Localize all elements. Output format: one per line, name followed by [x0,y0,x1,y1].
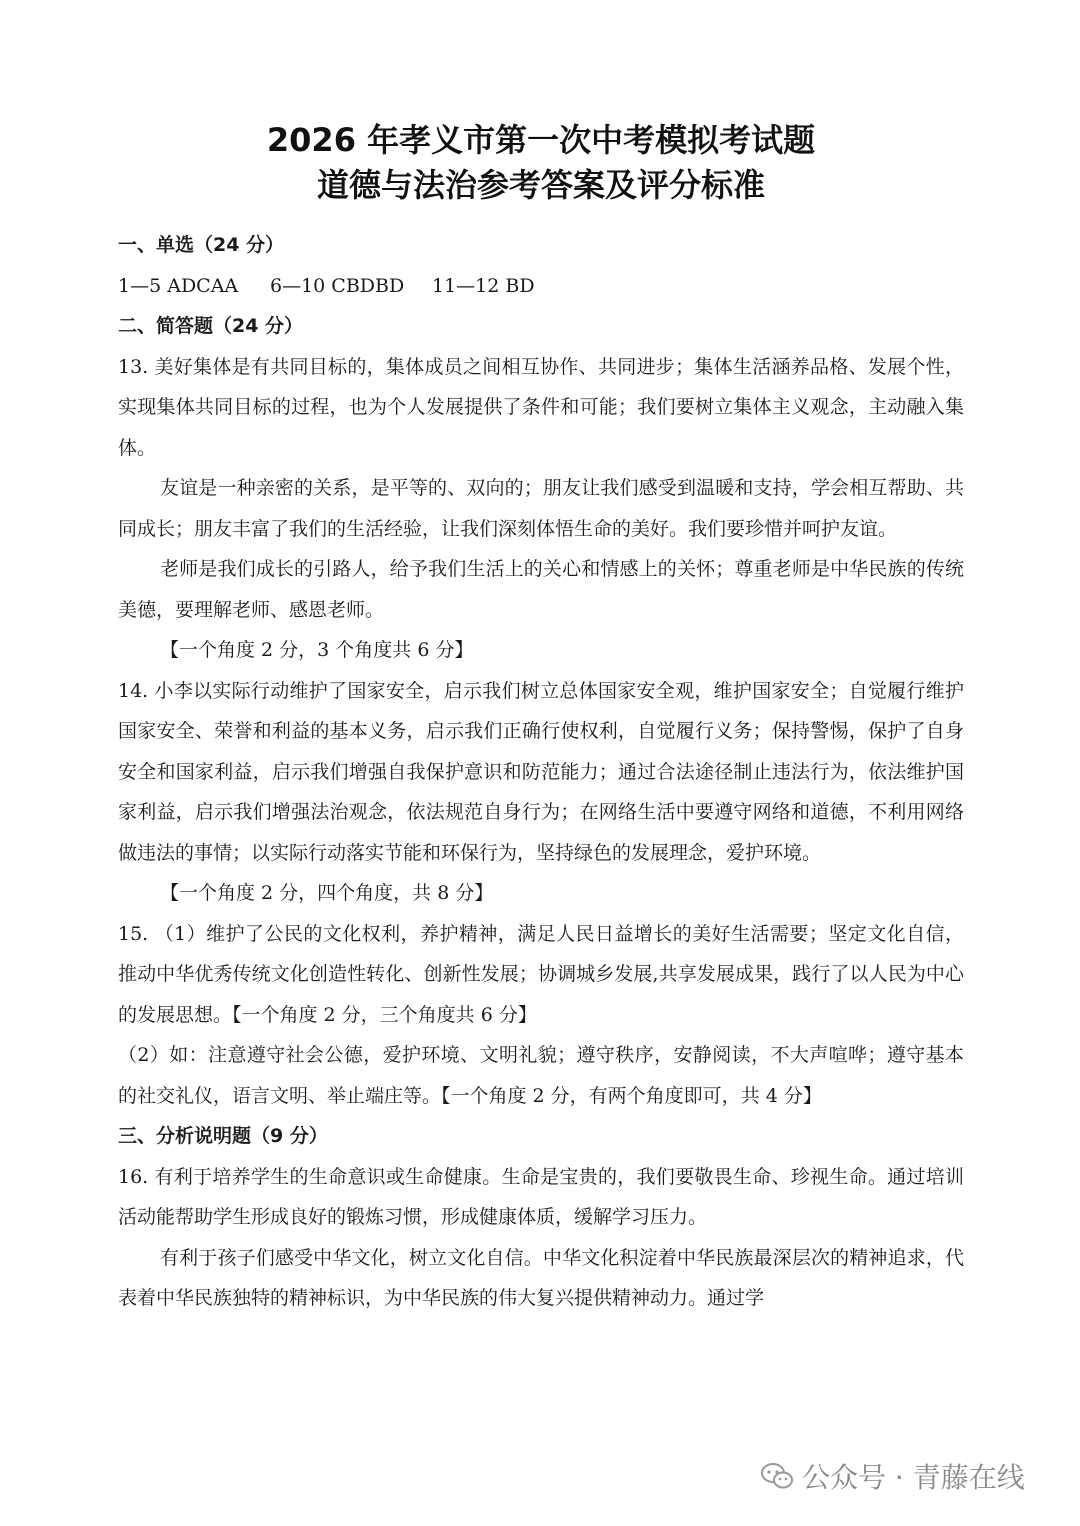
exam-subtitle: 道德与法治参考答案及评分标准 [316,166,765,204]
answers-1-5: 1—5 ADCAA [118,274,239,297]
q15-part-1: 15. （1）维护了公民的文化权利，养护精神，满足人民日益增长的美好生活需要；坚定文化自信，推动中华优秀传统文化创造性转化、创新性发展；协调城乡发展,共享发展成果，践行了以人民为中心的发展思想。【一个角度 2 分，三个角度共 6 分】 [118,922,964,1026]
q14-paragraph: 14. 小李以实际行动维护了国家安全，启示我们树立总体国家安全观，维护国家安全；自觉履行维护国家安全、荣誉和利益的基本义务，启示我们正确行使权利，自觉履行义务；保持警惕，保护了自身安全和国家利益，启示我们增强自我保护意识和防范能力；通过合法途径制止违法行为，依法维护国家利益，启示我们增强法治观念，依法规范自身行为；在网络生活中要遵守网络和道德，不利用网络做违法的事情；以实际行动落实节能和环保行为，坚持绿色的发展理念，爱护环境。 [118,679,964,864]
q13-paragraph-1: 13. 美好集体是有共同目标的，集体成员之间相互协作、共同进步；集体生活涵养品格、发展个性，实现集体共同目标的过程，也为个人发展提供了条件和可能；我们要树立集体主义观念，主动融入集体。 [118,355,964,459]
q14-scoring: 【一个角度 2 分，四个角度，共 8 分】 [160,882,494,904]
q16-paragraph-1: 16. 有利于培养学生的生命意识或生命健康。生命是宝贵的，我们要敬畏生命、珍视生命。通过培训活动能帮助学生形成良好的锻炼习惯，形成健康体质，缓解学习压力。 [118,1165,964,1228]
section3-heading: 三、分析说明题（9 分） [118,1125,328,1147]
watermark [760,1456,1060,1496]
q15-part-2: （2）如：注意遵守社会公德，爱护环境、文明礼貌；遵守秩序，安静阅读，不大声喧哗；遵守基本的社交礼仪，语言文明、举止端庄等。【一个角度 2 分，有两个角度即可，共 4 分】 [118,1044,964,1107]
answers-11-12: 11—12 BD [432,274,535,297]
q16-paragraph-2: 有利于孩子们感受中华文化，树立文化自信。中华文化积淀着中华民族最深层次的精神追求，代表着中华民族独特的精神标识，为中华民族的伟大复兴提供精神动力。通过学 [118,1246,964,1309]
section2-heading: 二、简答题（24 分） [118,315,304,337]
answers-6-10: 6—10 CBDBD [270,274,405,297]
multiple-choice-answers [118,266,964,307]
q13-paragraph-2: 友谊是一种亲密的关系，是平等的、双向的；朋友让我们感受到温暖和支持，学会相互帮助、共同成长；朋友丰富了我们的生活经验，让我们深刻体悟生命的美好。我们要珍惜并呵护友谊。 [118,477,964,540]
watermark-text: 公众号 · 青藤在线 [802,1461,1025,1494]
q13-paragraph-3: 老师是我们成长的引路人，给予我们生活上的关心和情感上的关怀；尊重老师是中华民族的传统美德，要理解老师、感恩老师。 [118,558,964,621]
section1-heading: 一、单选（24 分） [118,234,285,256]
q13-scoring: 【一个角度 2 分，3 个角度共 6 分】 [160,639,474,661]
document-body [118,225,964,1319]
exam-title: 2026 年孝义市第一次中考模拟考试题 [266,121,816,159]
wechat-icon [760,1461,794,1491]
